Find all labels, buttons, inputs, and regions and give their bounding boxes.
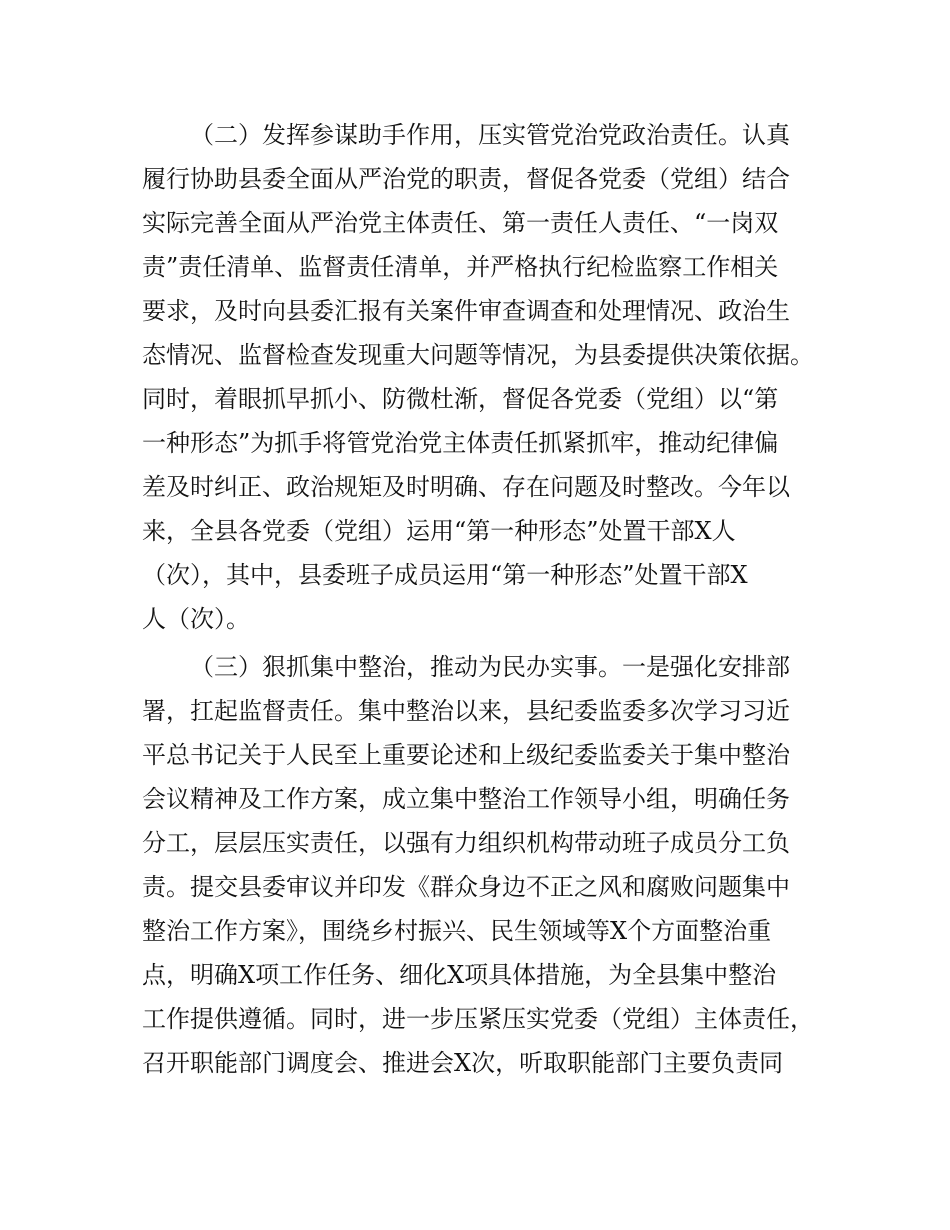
paragraph-line: 实际完善全面从严治党主体责任、第一责任人责任、“一岗双 xyxy=(142,209,779,237)
paragraph-line: 点，明确X项工作任务、细化X项具体措施，为全县集中整治 xyxy=(142,961,777,989)
paragraph-line: 责”责任清单、监督责任清单，并严格执行纪检监察工作相关 xyxy=(142,253,779,281)
paragraph-line: 来，全县各党委（党组）运用“第一种形态”处置干部X人 xyxy=(142,517,736,545)
paragraph-line: 整治工作方案》，围绕乡村振兴、民生领域等X个方面整治重 xyxy=(142,917,772,945)
paragraph-line: （次），其中，县委班子成员运用“第一种形态”处置干部X xyxy=(142,561,748,589)
paragraph-line: 工作提供遵循。同时，进一步压紧压实党委（党组）主体责任， xyxy=(142,1005,814,1033)
paragraph-line: 态情况、监督检查发现重大问题等情况，为县委提供决策依据。 xyxy=(142,341,814,369)
paragraph-line: 人（次）。 xyxy=(142,605,250,633)
paragraph-line: 同时，着眼抓早抓小、防微杜渐，督促各党委（党组）以“第 xyxy=(142,385,779,413)
paragraph-line: （二）发挥参谋助手作用，压实管党治党政治责任。认真 xyxy=(190,121,790,149)
paragraph-line: 平总书记关于人民至上重要论述和上级纪委监委关于集中整治 xyxy=(142,741,790,769)
paragraph-line: 召开职能部门调度会、推进会X次，听取职能部门主要负责同 xyxy=(142,1049,784,1077)
paragraph-line: 署，扛起监督责任。集中整治以来，县纪委监委多次学习习近 xyxy=(142,697,790,725)
paragraph-line: 一种形态”为抓手将管党治党主体责任抓紧抓牢，推动纪律偏 xyxy=(142,429,779,457)
paragraph-line: 分工，层层压实责任，以强有力组织机构带动班子成员分工负 xyxy=(142,829,790,857)
paragraph-line: （三）狠抓集中整治，推动为民办实事。一是强化安排部 xyxy=(190,653,790,681)
paragraph-line: 要求，及时向县委汇报有关案件审查调查和处理情况、政治生 xyxy=(142,297,790,325)
paragraph-line: 会议精神及工作方案，成立集中整治工作领导小组，明确任务 xyxy=(142,785,790,813)
paragraph-line: 差及时纠正、政治规矩及时明确、存在问题及时整改。今年以 xyxy=(142,473,790,501)
paragraph-line: 履行协助县委全面从严治党的职责，督促各党委（党组）结合 xyxy=(142,165,790,193)
paragraph-line: 责。提交县委审议并印发《群众身边不正之风和腐败问题集中 xyxy=(142,873,790,901)
